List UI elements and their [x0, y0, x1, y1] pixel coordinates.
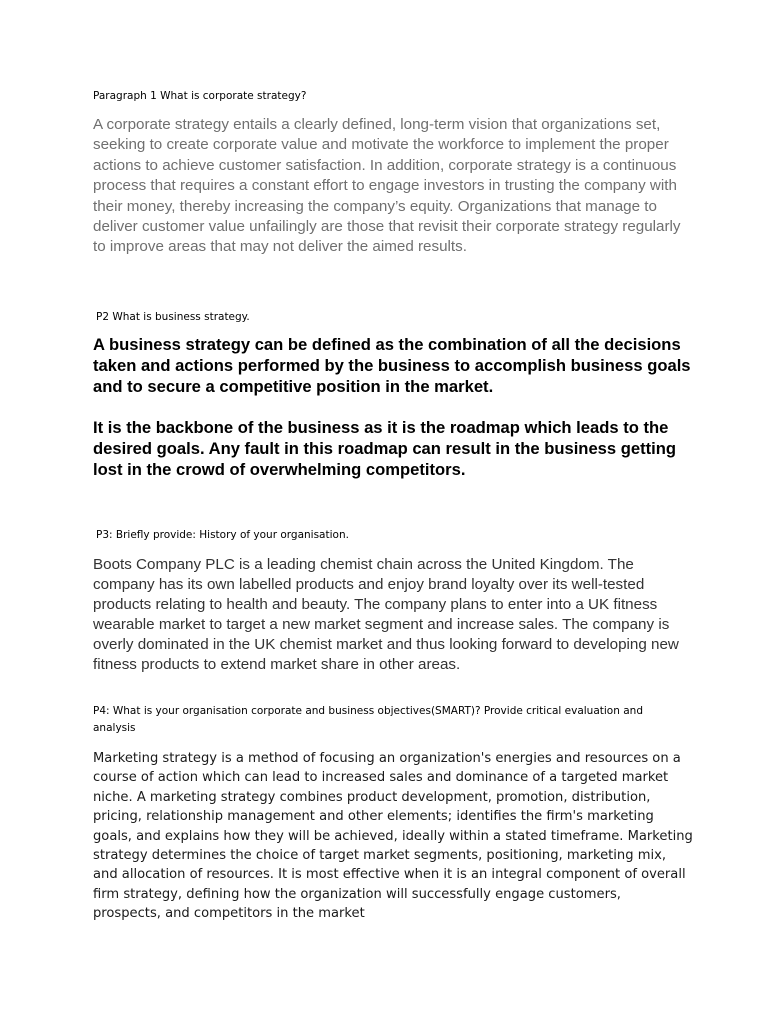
heading-paragraph-2: P2 What is business strategy. — [96, 311, 250, 323]
body-paragraph-3: Boots Company PLC is a leading chemist chain across the United Kingdom. The company has its own labelled products and enjoy brand loyalty over its well-tested products relating to health and beauty. The company plans to enter into a UK fitness wearable market to target a new market segment and increase sales. The company is overly dominated in the UK chemist market and thus looking forward to developing new fitness products to extend market share in other areas. — [93, 556, 679, 673]
body-paragraph-2-part-1: A business strategy can be defined as the combination of all the decisions taken and actions performed by the business to accomplish business goals and to secure a competitive position in the market. — [93, 335, 691, 396]
body-paragraph-1: A corporate strategy entails a clearly defined, long-term vision that organizations set, seeking to create corporate value and motivate the workforce to implement the proper actions to achieve customer satisfaction. In addition, corporate strategy is a continuous process that requires a constant effort to engage investors in trusting the company with their money, thereby increasing the company’s equity. Organizations that manage to deliver customer value unfailingly are those that revisit their corporate strategy regularly to improve areas that may not deliver the aimed results. — [93, 116, 681, 256]
body-paragraph-4: Marketing strategy is a method of focusing an organization's energies and resources on a course of action which can lead to increased sales and dominance of a targeted market niche. A marketing strategy combines product development, promotion, distribution, pricing, relationship management and other elements; identifies the firm's marketing goals, and explains how they will be achieved, ideally within a stated timeframe. Marketing strategy determines the choice of target market segments, positioning, marketing mix, and allocation of resources. It is most effective when it is an integral component of overall firm strategy, defining how the organization will successfully engage customers, prospects, and competitors in the market — [93, 751, 693, 922]
heading-paragraph-3: P3: Briefly provide: History of your organisation. — [96, 529, 349, 541]
body-paragraph-2-part-2: It is the backbone of the business as it is the roadmap which leads to the desired goals. Any fault in this roadmap can result in the business getting lost in the crowd of overwhelming competitors. — [93, 418, 677, 479]
heading-paragraph-4: P4: What is your organisation corporate and business objectives(SMART)? Provide critical evaluation and analysis — [93, 705, 643, 734]
heading-paragraph-1: Paragraph 1 What is corporate strategy? — [93, 90, 307, 102]
